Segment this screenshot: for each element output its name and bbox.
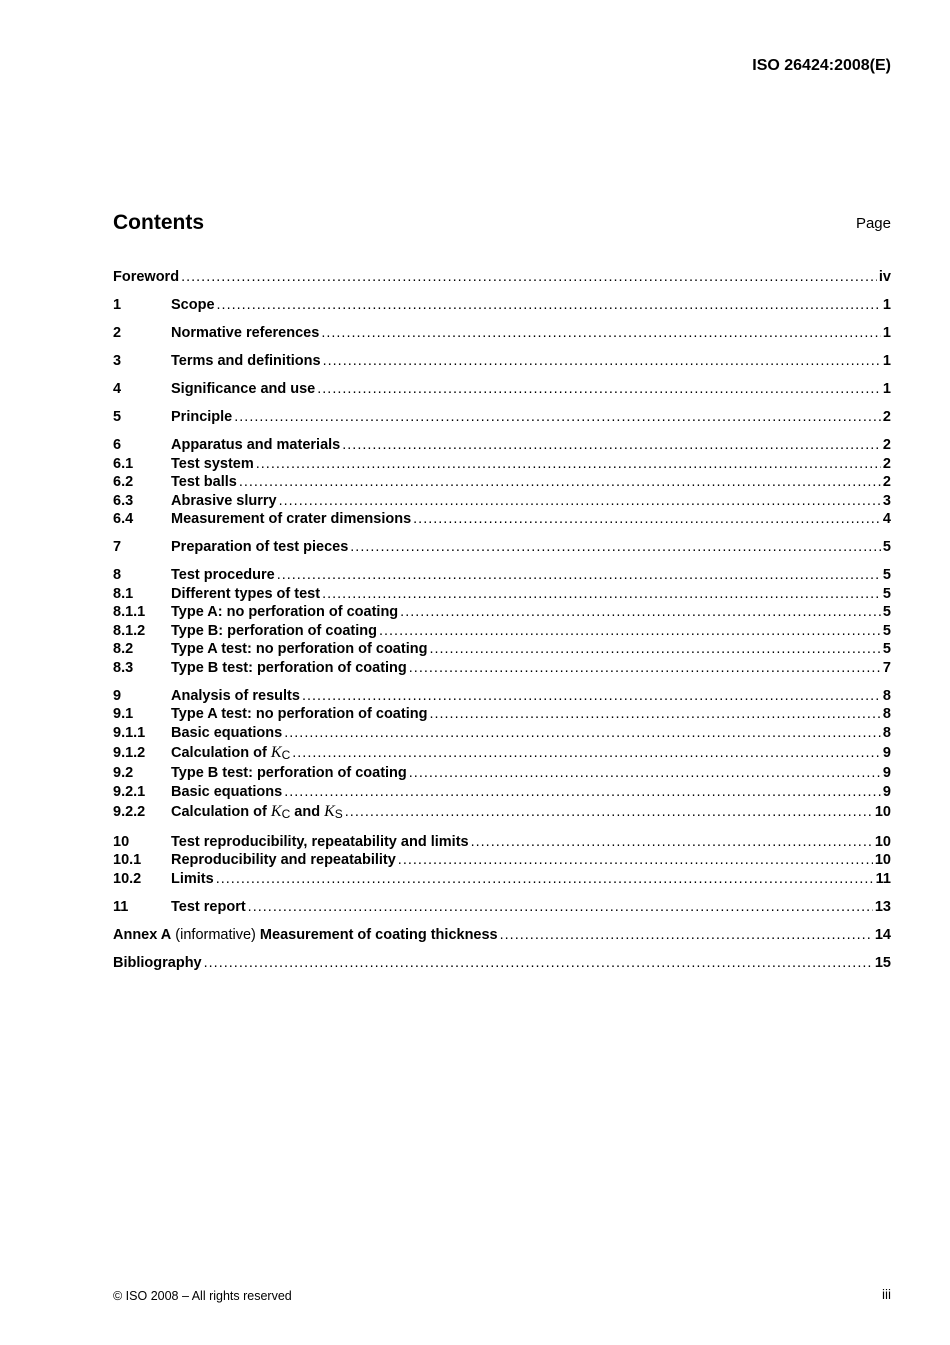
toc-entry-6-2[interactable] bbox=[113, 473, 891, 492]
toc-leader bbox=[323, 352, 881, 371]
toc-entry-number: 5 bbox=[113, 409, 122, 425]
toc-entry-title: Test balls bbox=[171, 474, 237, 490]
toc-entry-page: 1 bbox=[882, 381, 891, 397]
toc-leader bbox=[216, 870, 874, 889]
toc-entry-title: Abrasive slurry bbox=[171, 492, 277, 509]
toc-leader bbox=[321, 324, 881, 343]
toc-entry-title: Limits bbox=[171, 870, 214, 887]
toc-entry-title: Analysis of results bbox=[171, 687, 300, 704]
toc-entry-7[interactable] bbox=[113, 538, 891, 557]
toc-entry-title bbox=[113, 926, 500, 945]
toc-leader bbox=[279, 492, 881, 511]
toc-leader bbox=[284, 783, 881, 802]
toc-entry-number: 2 bbox=[113, 325, 122, 341]
contents-header bbox=[113, 210, 891, 236]
toc-entry-2[interactable] bbox=[113, 324, 891, 343]
annex-title: Measurement of coating thickness bbox=[259, 926, 498, 943]
toc-leader bbox=[239, 473, 881, 492]
toc-entry-title: Test reproducibility, repeatability and limits bbox=[171, 833, 469, 850]
toc-entry-number: 9.2.2 bbox=[113, 804, 146, 820]
toc-entry-page: 10 bbox=[874, 833, 891, 850]
toc-entry-page: 2 bbox=[882, 474, 891, 490]
toc-leader bbox=[409, 764, 881, 783]
toc-entry-9-2[interactable] bbox=[113, 764, 891, 783]
toc-entry-number: 10 bbox=[113, 833, 130, 850]
toc-entry-1[interactable] bbox=[113, 296, 891, 315]
toc-entry-page: 2 bbox=[882, 437, 891, 453]
toc-entry-number: 6.1 bbox=[113, 455, 134, 472]
toc-entry-page: 11 bbox=[875, 870, 891, 887]
toc-entry-title: Terms and definitions bbox=[171, 353, 321, 369]
toc-entry-title: Test system bbox=[171, 455, 254, 472]
toc-entry-number: 10.1 bbox=[113, 852, 142, 868]
toc-entry-page: 14 bbox=[874, 926, 891, 943]
toc-entry-9-1-2[interactable] bbox=[113, 742, 891, 764]
toc-entry-page: 1 bbox=[882, 325, 891, 341]
toc-entry-10[interactable] bbox=[113, 833, 891, 852]
toc-entry-8-3[interactable] bbox=[113, 659, 891, 678]
toc-entry-page: 1 bbox=[882, 297, 891, 313]
toc-entry-title: Reproducibility and repeatability bbox=[171, 852, 396, 868]
toc-entry-number: 10.2 bbox=[113, 870, 142, 887]
annex-informative-label: (informative) bbox=[171, 926, 260, 943]
toc-entry-number: 7 bbox=[113, 539, 122, 555]
toc-entry-page: 4 bbox=[882, 511, 891, 527]
toc-entry-number: 6.4 bbox=[113, 511, 134, 527]
toc-entry-page: 8 bbox=[882, 724, 891, 741]
toc-entry-title: Normative references bbox=[171, 325, 320, 341]
toc-entry-number: 6.3 bbox=[113, 492, 134, 509]
toc-entry-bibliography[interactable] bbox=[113, 954, 891, 973]
toc-leader bbox=[217, 296, 881, 315]
toc-entry-5[interactable] bbox=[113, 408, 891, 427]
toc-entry-number: 8 bbox=[113, 567, 122, 583]
toc-entry-page: 5 bbox=[882, 567, 891, 583]
toc-entry-number: 8.2 bbox=[113, 641, 134, 657]
kc-subscript: C bbox=[281, 807, 291, 821]
toc-entry-page: 5 bbox=[882, 585, 891, 602]
toc-entry-8-2[interactable] bbox=[113, 640, 891, 659]
toc-entry-page: 9 bbox=[882, 765, 891, 781]
toc-entry-page: iv bbox=[878, 269, 891, 285]
toc-leader bbox=[400, 603, 881, 622]
toc-entry-title: Different types of test bbox=[171, 585, 321, 602]
toc-leader bbox=[322, 585, 881, 604]
toc-entry-page: 1 bbox=[882, 353, 891, 369]
toc-entry-8[interactable] bbox=[113, 566, 891, 585]
toc-entry-title: Type A test: no perforation of coating bbox=[171, 641, 428, 657]
toc-entry-8-1-1[interactable] bbox=[113, 603, 891, 622]
toc-entry-10-1[interactable] bbox=[113, 851, 891, 870]
toc-entry-page: 10 bbox=[874, 852, 891, 868]
toc-entry-foreword[interactable] bbox=[113, 268, 891, 287]
toc-leader bbox=[204, 954, 873, 973]
toc-entry-6-3[interactable] bbox=[113, 492, 891, 511]
toc-entry-number: 8.1.2 bbox=[113, 622, 146, 639]
toc-entry-title: Test procedure bbox=[171, 567, 275, 583]
toc-entry-number: 8.3 bbox=[113, 659, 134, 676]
toc-entry-page: 9 bbox=[881, 742, 891, 764]
toc-entry-title: Type A test: no perforation of coating bbox=[171, 706, 428, 722]
toc-entry-number: 1 bbox=[113, 297, 122, 313]
table-of-contents bbox=[113, 268, 891, 972]
toc-entry-page: 5 bbox=[882, 539, 891, 555]
annex-label: Annex A bbox=[113, 926, 172, 943]
document-id: ISO 26424:2008(E) bbox=[752, 57, 891, 74]
toc-entry-annex-a[interactable] bbox=[113, 926, 891, 945]
toc-entry-8-1-2[interactable] bbox=[113, 622, 891, 641]
toc-entry-4[interactable] bbox=[113, 380, 891, 399]
toc-entry-page: 2 bbox=[882, 409, 891, 425]
toc-entry-9[interactable] bbox=[113, 687, 891, 706]
toc-entry-page: 10 bbox=[873, 801, 891, 823]
page-column-label: Page bbox=[855, 215, 891, 232]
toc-entry-title bbox=[171, 801, 345, 823]
toc-leader bbox=[284, 724, 881, 743]
toc-entry-page: 8 bbox=[882, 706, 891, 722]
toc-title-text: Calculation of bbox=[171, 804, 271, 820]
toc-entry-title: Foreword bbox=[113, 269, 180, 285]
toc-entry-title: Measurement of crater dimensions bbox=[171, 511, 412, 527]
toc-entry-page: 2 bbox=[882, 455, 891, 472]
toc-entry-title: Type B: perforation of coating bbox=[171, 622, 377, 639]
toc-entry-number: 11 bbox=[113, 898, 129, 915]
toc-leader bbox=[429, 705, 880, 724]
footer-copyright: © ISO 2008 – All rights reserved bbox=[113, 1289, 292, 1303]
toc-entry-9-1[interactable] bbox=[113, 705, 891, 724]
toc-leader bbox=[500, 926, 873, 945]
toc-entry-number: 9.2.1 bbox=[113, 783, 146, 800]
toc-entry-page: 5 bbox=[882, 641, 891, 657]
toc-entry-9-2-1[interactable] bbox=[113, 783, 891, 802]
toc-leader bbox=[379, 622, 881, 641]
toc-entry-number: 6 bbox=[113, 437, 122, 453]
toc-entry-title: Type B test: perforation of coating bbox=[171, 659, 407, 676]
toc-leader bbox=[292, 742, 881, 764]
toc-entry-title: Test report bbox=[171, 898, 246, 915]
toc-entry-title: Bibliography bbox=[113, 954, 202, 971]
toc-title-joiner: and bbox=[290, 804, 325, 820]
toc-leader bbox=[398, 851, 873, 870]
toc-entry-number: 4 bbox=[113, 381, 122, 397]
toc-entry-11[interactable] bbox=[113, 898, 891, 917]
ks-subscript: S bbox=[334, 807, 343, 821]
toc-leader bbox=[471, 833, 873, 852]
toc-entry-title bbox=[171, 742, 292, 764]
toc-entry-page: 9 bbox=[882, 783, 891, 800]
toc-entry-number: 9.1.1 bbox=[113, 724, 146, 741]
toc-entry-page: 3 bbox=[882, 492, 891, 509]
toc-leader bbox=[413, 510, 881, 529]
toc-title-text: Calculation of bbox=[171, 745, 271, 761]
toc-entry-number: 8.1 bbox=[113, 585, 134, 602]
toc-entry-title: Apparatus and materials bbox=[171, 437, 341, 453]
toc-leader bbox=[317, 380, 881, 399]
toc-entry-title: Scope bbox=[171, 297, 215, 313]
toc-entry-title: Significance and use bbox=[171, 381, 316, 397]
kc-symbol: K bbox=[270, 744, 282, 761]
toc-entry-6-4[interactable] bbox=[113, 510, 891, 529]
toc-entry-number: 6.2 bbox=[113, 474, 134, 490]
toc-entry-title: Principle bbox=[171, 409, 233, 425]
toc-entry-number: 9 bbox=[113, 687, 122, 704]
toc-entry-page: 5 bbox=[882, 604, 891, 620]
toc-entry-9-2-2[interactable] bbox=[113, 801, 891, 823]
contents-title: Contents bbox=[113, 211, 204, 234]
toc-leader bbox=[234, 408, 881, 427]
toc-entry-8-1[interactable] bbox=[113, 585, 891, 604]
toc-entry-number: 9.2 bbox=[113, 765, 134, 781]
footer-page-number: iii bbox=[882, 1287, 891, 1302]
toc-entry-number: 3 bbox=[113, 353, 122, 369]
toc-entry-page: 13 bbox=[874, 898, 891, 915]
toc-entry-title: Basic equations bbox=[171, 783, 283, 800]
toc-leader bbox=[429, 640, 880, 659]
toc-entry-title: Type B test: perforation of coating bbox=[171, 765, 407, 781]
toc-entry-number: 9.1 bbox=[113, 706, 134, 722]
toc-leader bbox=[277, 566, 881, 585]
toc-entry-title: Type A: no perforation of coating bbox=[171, 604, 399, 620]
toc-entry-title: Basic equations bbox=[171, 724, 283, 741]
toc-entry-page: 7 bbox=[882, 659, 891, 676]
toc-entry-number: 9.1.2 bbox=[113, 745, 146, 761]
toc-leader bbox=[350, 538, 881, 557]
toc-leader bbox=[345, 801, 873, 823]
toc-entry-page: 5 bbox=[882, 622, 891, 639]
toc-entry-10-2[interactable] bbox=[113, 870, 891, 889]
toc-entry-6[interactable] bbox=[113, 436, 891, 455]
ks-symbol: K bbox=[324, 803, 335, 820]
toc-entry-page: 8 bbox=[882, 687, 891, 704]
toc-leader bbox=[181, 268, 877, 287]
kc-subscript: C bbox=[281, 748, 291, 762]
toc-entry-6-1[interactable] bbox=[113, 455, 891, 474]
toc-leader bbox=[409, 659, 881, 678]
toc-entry-number: 8.1.1 bbox=[113, 604, 146, 620]
toc-leader bbox=[302, 687, 881, 706]
kc-symbol: K bbox=[270, 803, 282, 820]
toc-entry-3[interactable] bbox=[113, 352, 891, 371]
toc-leader bbox=[342, 436, 881, 455]
toc-leader bbox=[248, 898, 873, 917]
toc-entry-9-1-1[interactable] bbox=[113, 724, 891, 743]
toc-leader bbox=[256, 455, 881, 474]
toc-entry-page: 15 bbox=[874, 954, 891, 971]
toc-entry-title: Preparation of test pieces bbox=[171, 539, 349, 555]
